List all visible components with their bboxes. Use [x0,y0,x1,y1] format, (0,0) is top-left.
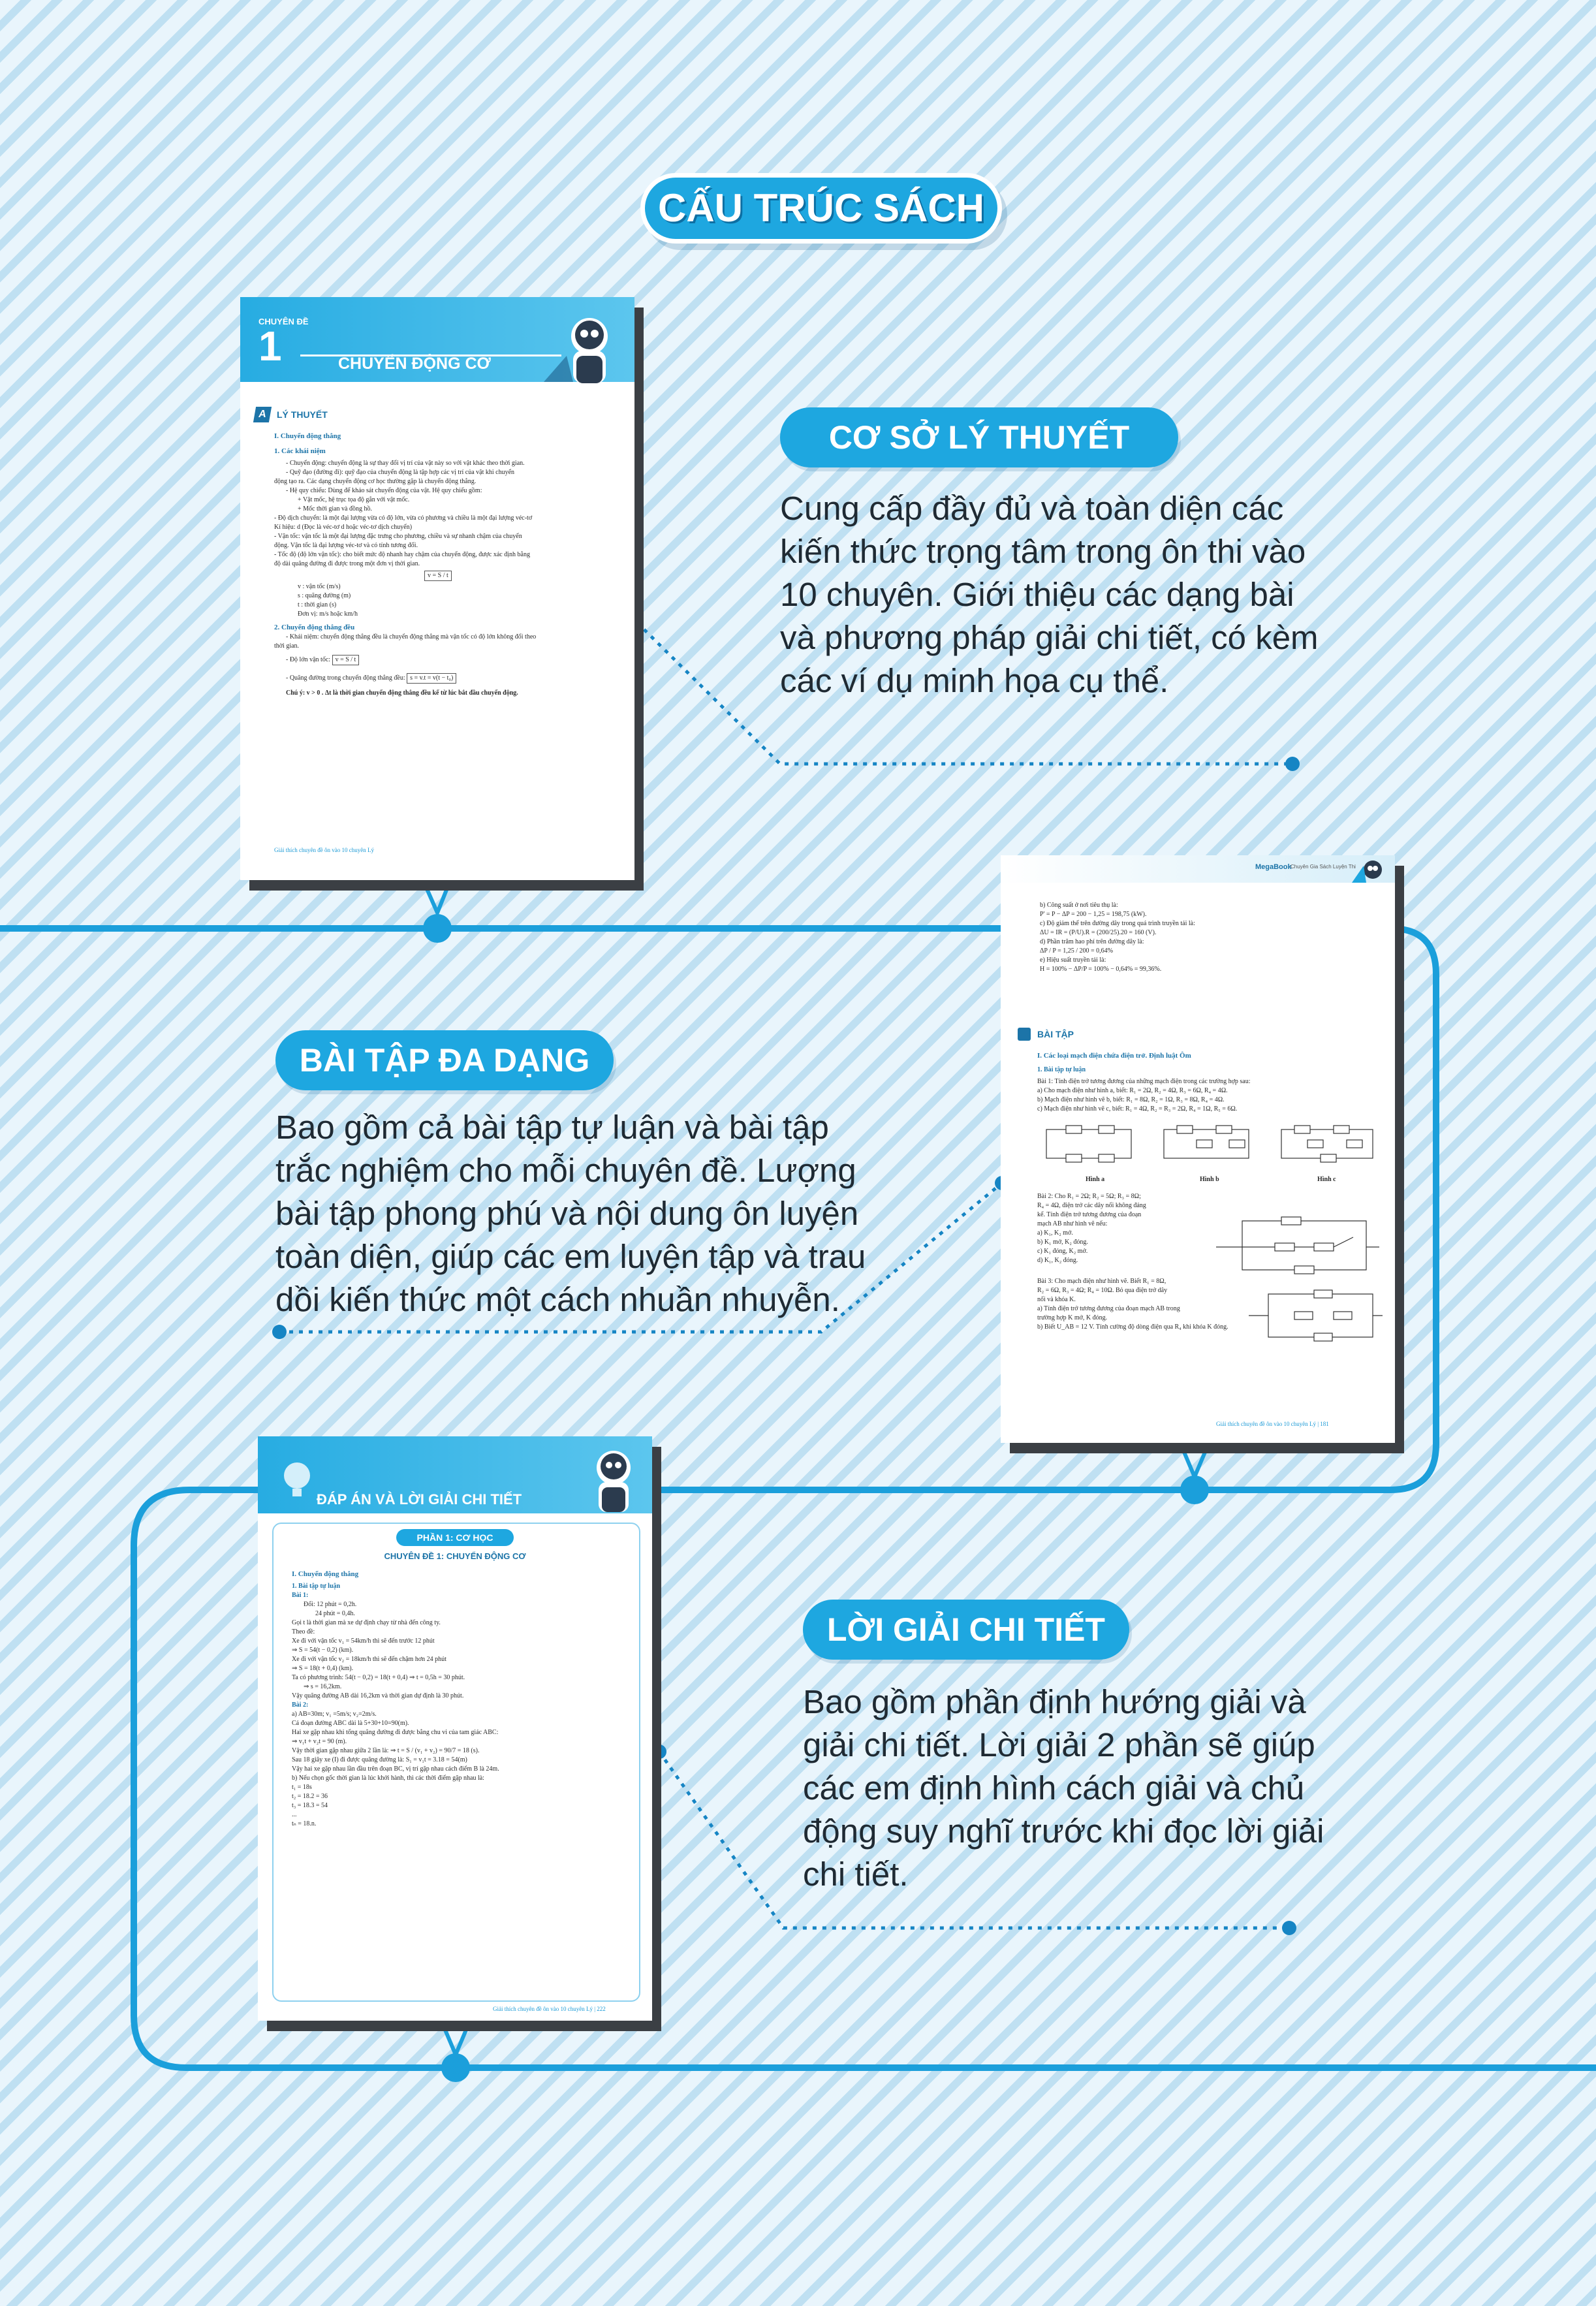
theory-text [274,432,620,698]
desc-line: chi tiết. [803,1856,909,1893]
section-desc-theory [780,487,1319,703]
text-line: độ dài quãng đường đi được trong một đơn vị thời gian. [274,560,420,567]
desc-line: giải chi tiết. Lời giải 2 phần sẽ giúp [803,1726,1315,1763]
section-heading: BÀI TẬP [1037,1029,1074,1039]
text-line: - Quỹ đạo (đường đi): quỹ đạo của chuyển động là tập hợp các vị trí của vật khi chuyển [286,469,515,476]
desc-line: bài tập phong phú và nội dung ôn luyện [275,1195,859,1232]
lightbulb-icon [271,1456,323,1502]
text-line: - Độ dịch chuyển: là một đại lượng vừa có độ lớn, vừa có phương và chiều là một đại lượng véc-tơ [274,514,533,522]
text-line: mạch AB như hình vẽ nếu: [1037,1220,1108,1227]
page-footer: Giải thích chuyên đề ôn vào 10 chuyên Lý | 222 [493,2006,606,2012]
text-line: Vậy quãng đường AB dài 16,2km và thời gian dự định là 30 phút. [292,1692,464,1699]
text-line: d) Phần trăm hao phí trên đường dây là: [1040,938,1144,945]
text-line: a) Cho mạch điện như hình a, biết: R₁ = 2Ω, R₂ = 4Ω, R₃ = 6Ω, R₄ = 4Ω. [1037,1087,1228,1094]
chapter-title: CHUYỂN ĐỘNG CƠ [338,355,491,373]
text-line: ⇒ s = 16,2km. [304,1683,342,1690]
text-line: R₂ = 6Ω, R₃ = 4Ω; R₄ = 10Ω. Bỏ qua điện trở dây [1037,1287,1168,1294]
hanger-1 [423,880,452,943]
text-line: - Quãng đường trong chuyển động thẳng đều: [286,674,405,682]
text-line: kể. Tính điện trở tương đương của đoạn [1037,1211,1142,1218]
section-title-theory: CƠ SỞ LÝ THUYẾT [780,407,1178,467]
text-line: Đơn vị: m/s hoặc km/h [298,610,358,618]
desc-line: Bao gồm phần định hướng giải và [803,1683,1306,1720]
text-line: Bài 1: Tính điện trở tương đương của những mạch điện trong các trường hợp sau: [1037,1078,1251,1085]
mascot-icon [565,1443,649,1513]
text-line: a) Tính điện trở tương đương của đoạn mạch AB trong [1037,1305,1180,1312]
text-line: Hai xe gặp nhau khi tổng quãng đường đi được bằng chu vi của tam giác ABC: [292,1729,499,1736]
formula-box: s = v.t = v(t − t₀) [407,673,456,684]
page-footer: Giải thích chuyên đề ôn vào 10 chuyên Lý | 181 [1216,1421,1329,1427]
text-line: a) K₁, K₂ mở. [1037,1229,1073,1237]
section-subtitle: 1. Bài tập tự luận [1037,1066,1086,1073]
text-line: 24 phút = 0,4h. [315,1610,355,1617]
exercise-icon [1018,1028,1031,1041]
text-line: Theo đề: [292,1628,315,1635]
text-line: nối và khóa K. [1037,1296,1076,1303]
text-line: Xe đi với vận tốc v₂ = 18km/h thì sẽ đến chậm hơn 24 phút [292,1656,446,1663]
text-line: P' = P − ΔP = 200 − 1,25 = 198,75 (kW). [1040,911,1147,918]
text-line: s : quãng đường (m) [298,592,351,599]
text-line: Xe đi với vận tốc v₁ = 54km/h thì sẽ đến trước 12 phút [292,1637,435,1645]
text-line: a) AB=30m; v₁ =5m/s; v₂=2m/s. [292,1711,377,1718]
text-line: + Vật mốc, hệ trục tọa độ gắn với vật mốc. [298,496,410,503]
text-line: b) Nếu chọn gốc thời gian là lúc khởi hành, thì các thời điểm gặp nhau là: [292,1775,484,1782]
book-page-theory [240,297,634,880]
figure-label: Hình b [1200,1176,1219,1183]
text-line: - Hệ quy chiếu: Dùng để khảo sát chuyển động của vật. Hệ quy chiếu gồm: [286,487,482,494]
text-line: thời gian. [274,642,300,650]
text-line: c) Mạch điện như hình vẽ c, biết: R₁ = 4Ω, R₂ = R₃ = 2Ω, R₄ = 1Ω, R₅ = 6Ω. [1037,1105,1238,1113]
hanger-2 [1180,1443,1209,1504]
dot [1282,1921,1296,1935]
text-line: + Mốc thời gian và đồng hồ. [298,505,372,513]
text-line: Gọi t là thời gian mà xe dự định chạy từ nhà đến công ty. [292,1619,441,1626]
desc-line: dồi kiến thức một cách nhuần nhuyễn. [275,1281,840,1318]
text-line: t : thời gian (s) [298,601,337,608]
figure-label: Hình c [1317,1176,1336,1183]
text-line: ΔU = IR = (P/U).R = (200/25).20 = 160 (V). [1040,929,1157,936]
main-title: CẤU TRÚC SÁCH [645,178,997,239]
mascot-icon [537,310,629,385]
text-line: t₃ = 18.3 = 54 [292,1802,328,1809]
book-page-exercises [1001,855,1395,1443]
text-line: động tạo ra. Các dạng chuyển động cơ học thường gặp là chuyển động thẳng. [274,478,477,485]
text-line: e) Hiệu suất truyền tải là: [1040,956,1106,964]
text-line: 2. Chuyển động thẳng đều [274,624,355,631]
exercise-2 [1037,1192,1207,1265]
text-line: ... [292,1811,297,1818]
section-letter-badge: A [253,407,272,422]
brand-logo: MegaBook [1255,863,1292,871]
text-line: H = 100% − ΔP/P = 100% − 0,64% = 99,36%. [1040,966,1162,973]
text-line: ⇒ v₁t + v₂t = 90 (m). [292,1738,347,1745]
text-line: - Tốc độ (độ lớn vận tốc): cho biết mức độ nhanh hay chậm của chuyển động, được xác định bằng [274,551,530,558]
text-line: Cả đoạn đường ABC dài là 5+30+10=90(m). [292,1720,409,1727]
text-line: I. Chuyển động thẳng [292,1570,359,1578]
solution-text [1040,901,1379,974]
desc-line: Cung cấp đầy đủ và toàn diện các [780,490,1284,527]
page-footer: Giải thích chuyên đề ôn vào 10 chuyên Lý [274,847,374,853]
text-line: c) K₁ đóng, K₂ mở. [1037,1248,1088,1255]
hanger-3 [441,2021,470,2082]
formula-box: v = S / t [332,655,360,665]
text-line: Bài 2: Cho R₁ = 2Ω; R₂ = 5Ω; R₃ = 8Ω; [1037,1193,1141,1200]
part-badge: PHẦN 1: CƠ HỌC [396,1529,514,1546]
text-line: b) Mạch điện như hình vẽ b, biết: R₁ = 8Ω, R₂ = 1Ω, R₃ = 8Ω, R₄ = 4Ω. [1037,1096,1225,1103]
section-title-solutions: LỜI GIẢI CHI TIẾT [803,1600,1129,1660]
text-line: - Độ lớn vận tốc: [286,656,331,663]
text-line: Chú ý: v > 0 . Δt là thời gian chuyển động thẳng đều kể từ lúc bắt đầu chuyển động. [286,689,518,697]
text-line: ⇒ S = 18(t + 0,4) (km). [292,1665,354,1672]
desc-line: toàn diện, giúp các em luyện tập và trau [275,1238,866,1275]
circuit-figures [1040,1116,1379,1177]
section-subtitle: I. Các loại mạch điện chứa điện trở. Định luật Ôm [1037,1052,1191,1060]
dot [652,1745,666,1759]
desc-line: trắc nghiệm cho mỗi chuyên đề. Lượng [275,1152,856,1189]
text-line: t₂ = 18.2 = 36 [292,1793,328,1800]
text-line: b) Biết U_AB = 12 V. Tính cường độ dòng điện qua R₄ khi khóa K đóng. [1037,1323,1228,1331]
text-line: d) K₁, K₂ đóng. [1037,1257,1078,1264]
chapter-badge [258,317,311,370]
text-line: t₁ = 18s [292,1784,312,1791]
text-line: v : vận tốc (m/s) [298,583,341,590]
text-line: động. Vận tốc là đại lượng véc-tơ và có tính tương đối. [274,542,418,549]
solutions-header-title: ĐÁP ÁN VÀ LỜI GIẢI CHI TIẾT [317,1491,522,1508]
text-line: - Chuyển động: chuyển động là sự thay đổi vị trí của vật này so với vật khác theo thời gian. [286,460,525,467]
book-page-solutions [258,1436,652,2021]
text-line: Vậy thời gian gặp nhau giữa 2 lần là: ⇒ t = S / (v₁ + v₂) = 90/7 = 18 (s). [292,1747,480,1754]
mascot-icon [1347,857,1392,887]
text-line: Đổi: 12 phút = 0,2h. [304,1601,357,1608]
text-line: b) Công suất ở nơi tiêu thụ là: [1040,902,1118,909]
text-line: R₄ = 4Ω, điện trở các dây nối không đáng [1037,1202,1146,1209]
exercise-1 [1037,1077,1383,1114]
badge-number: 1 [258,323,282,370]
desc-line: Bao gồm cả bài tập tự luận và bài tập [275,1109,829,1146]
text-line: Vậy hai xe gặp nhau lần đầu trên đoạn BC, vị trí gặp nhau cách điểm B là 24m. [292,1765,499,1773]
desc-line: các em định hình cách giải và chủ [803,1769,1305,1807]
chapter-heading: CHUYÊN ĐỀ 1: CHUYỂN ĐỘNG CƠ [384,1551,526,1561]
formula-box: v = S / t [424,571,452,581]
text-line: ⇒ S = 54(t − 0,2) (km). [292,1647,354,1654]
section-heading: LÝ THUYẾT [277,409,328,420]
badge-label: CHUYÊN ĐỀ [258,317,309,326]
exercise-3 [1037,1277,1233,1332]
dot [272,1325,287,1339]
section-desc-solutions [803,1681,1324,1896]
section-desc-exercises [275,1106,866,1321]
text-line: Bài 2: [292,1701,309,1709]
text-line: - Khái niệm: chuyển động thẳng đều là chuyển động thẳng mà vận tốc có độ lớn không đổi theo [286,633,537,640]
figure-label: Hình a [1086,1176,1105,1183]
desc-line: kiến thức trọng tâm trong ôn thi vào [780,533,1306,570]
text-line: tₙ = 18.n. [292,1820,317,1827]
desc-line: động suy nghĩ trước khi đọc lời giải [803,1812,1324,1850]
text-line: Bài 1: [292,1592,309,1599]
text-line: - Vận tốc: vận tốc là một đại lượng đặc trưng cho phương, chiều và sự nhanh chậm của chuyển [274,533,522,540]
text-line: 1. Bài tập tự luận [292,1583,341,1590]
text-line: Bài 3: Cho mạch điện như hình vẽ. Biết R₁ = 8Ω, [1037,1278,1166,1285]
text-line: Ta có phương trình: 54(t − 0,2) = 18(t + 0,4) ⇒ t = 0,5h = 30 phút. [292,1674,465,1681]
desc-line: và phương pháp giải chi tiết, có kèm [780,619,1319,656]
desc-line: các ví dụ minh họa cụ thể. [780,662,1169,699]
text-line: I. Chuyển động thẳng [274,432,341,440]
text-line: c) Độ giảm thế trên đường dây trong quá trình truyền tải là: [1040,920,1195,927]
desc-line: 10 chuyên. Giới thiệu các dạng bài [780,576,1294,613]
dot [1285,757,1300,771]
text-line: ΔP / P = 1,25 / 200 = 0,64% [1040,947,1113,955]
text-line: b) K₁ mở, K₂ đóng. [1037,1239,1088,1246]
text-line: Sau 18 giây xe (I) đi được quãng đường là: S₁ = v₁t = 3.18 = 54(m) [292,1756,467,1763]
solutions-text [292,1570,631,1829]
text-line: trường hợp K mở, K đóng. [1037,1314,1108,1321]
circuit-figure-2 [1203,1208,1386,1280]
text-line: 1. Các khái niệm [274,447,326,455]
text-line: Kí hiệu: d (Đọc là véc-tơ d hoặc véc-tơ dịch chuyển) [274,524,413,531]
section-title-exercises: BÀI TẬP ĐA DẠNG [275,1030,614,1090]
brand-tag: Chuyên Gia Sách Luyện Thi [1291,864,1356,870]
circuit-figure-3 [1242,1286,1386,1345]
